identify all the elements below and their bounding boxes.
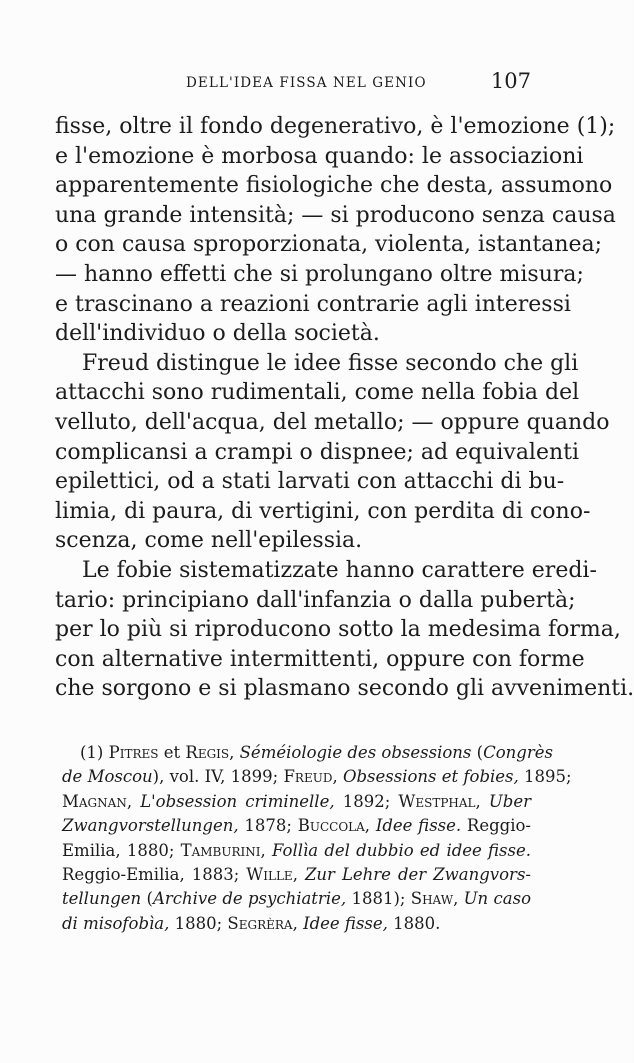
text-line: complicansi a crampi o dispnee; ad equivalenti [55,439,580,465]
text-line: epilettici, od a stati larvati con attacchi di bu- [55,469,565,495]
body-text [55,112,634,704]
footnote-line: de Moscou), vol. IV, 1899; Freud, Obsessions et fobies, 1895; [62,767,572,787]
footnote-line: Emilia, 1880; Tamburini, Follìa del dubbio ed idee fisse. [62,840,531,860]
page-header [186,71,531,99]
text-line: e trascinano a reazioni contrarie agli interessi [55,291,571,317]
text-line: con alternative intermittenti, oppure con forme [55,646,585,672]
running-head: DELL'IDEA FISSA NEL GENIO [186,75,427,91]
footnote-line: Reggio-Emilia, 1883; Wille, Zur Lehre der Zwangvors- [62,864,531,884]
text-line: scenza, come nell'epilessia. [55,528,363,554]
footnote-line: Zwangvorstellungen, 1878; Buccola, Idee fisse. Reggio- [62,816,531,836]
text-line: che sorgono e si plasmano secondo gli avvenimenti. [55,676,634,702]
footnote-line: Magnan, L'obsession criminelle, 1892; Westphal, Uber [62,791,531,811]
footnote-line: tellungen (Archive de psychiatrie, 1881); Shaw, Un caso [62,889,531,909]
text-line: o con causa sproporzionata, violenta, istantanea; [55,232,603,258]
text-line: limia, di paura, di vertigini, con perdita di cono- [55,498,591,524]
text-line: tario: principiano dall'infanzia o dalla pubertà; [55,587,576,613]
text-line: fisse, oltre il fondo degenerativo, è l'emozione (1); [55,114,616,139]
text-line: e l'emozione è morbosa quando: le associazioni [55,143,584,169]
footnote-line: di misofobìa, 1880; Segrèra, Idee fisse, 1880. [62,913,441,933]
text-line: apparentemente fisiologiche che desta, assumono [55,173,613,199]
text-line: per lo più si riproducono sotto la medesima forma, [55,617,621,643]
footnote-line: (1) Pitres et Regis, Séméiologie des obsessions (Congrès [80,743,553,762]
footnote [62,741,572,936]
text-line: — hanno effetti che si prolungano oltre misura; [55,261,584,287]
text-line: velluto, dell'acqua, del metallo; — oppure quando [55,409,610,435]
text-line: una grande intensità; — si producono senza causa [55,202,616,228]
text-line: Le fobie sistematizzate hanno carattere eredi- [82,557,597,583]
text-line: attacchi sono rudimentali, come nella fobia del [55,380,580,406]
page-number: 107 [490,69,531,93]
text-line: dell'individuo o della società. [55,321,380,347]
text-line: Freud distingue le idee fisse secondo che gli [82,350,579,376]
